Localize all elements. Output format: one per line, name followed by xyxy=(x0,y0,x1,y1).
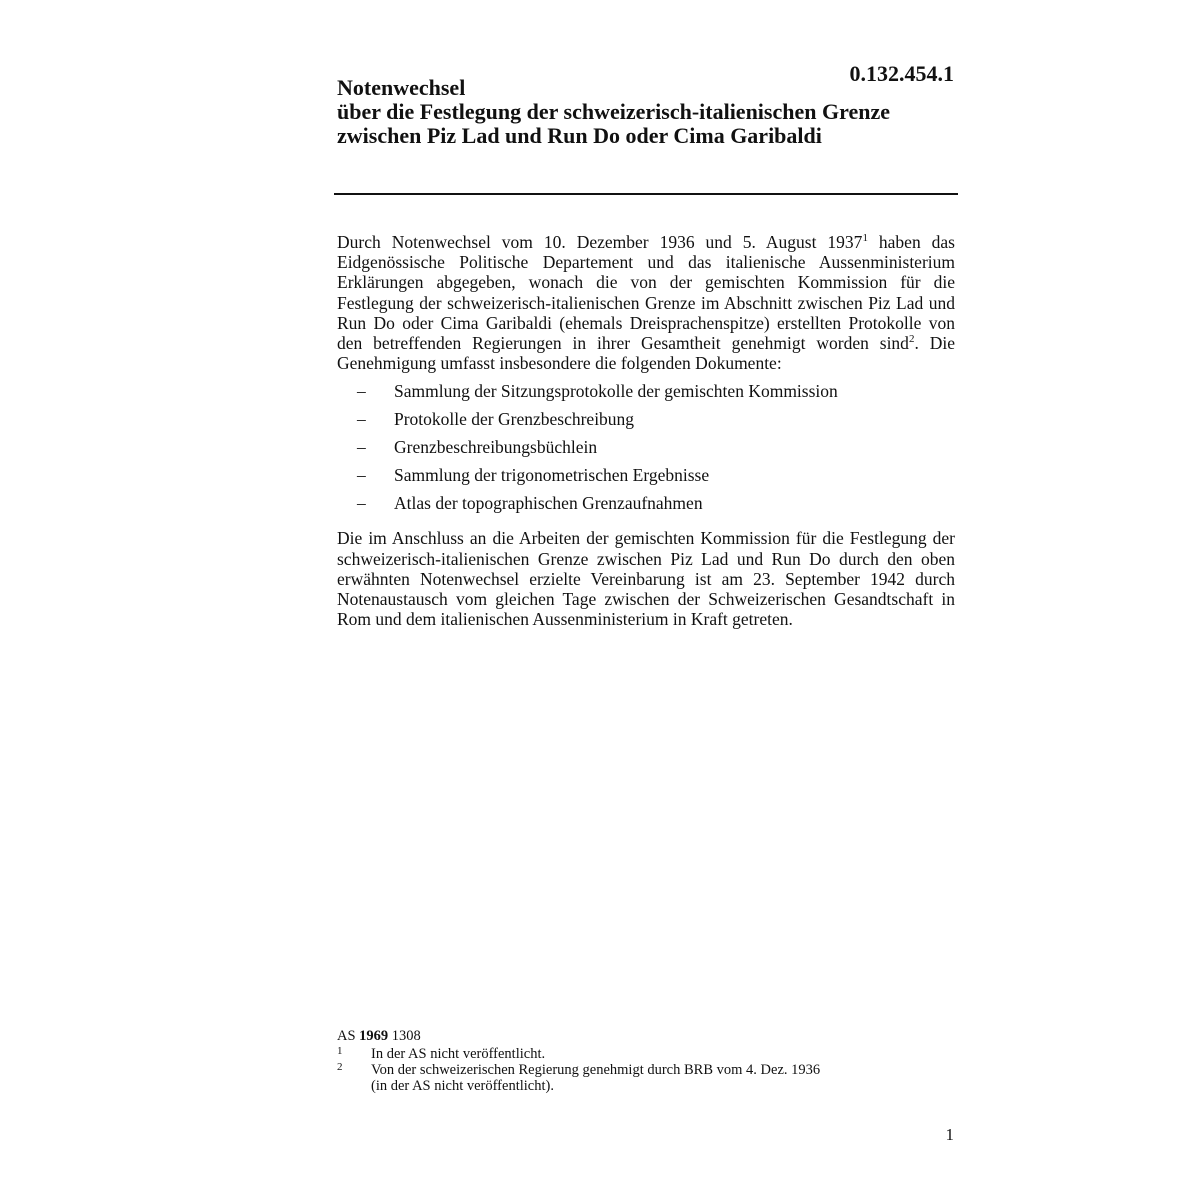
page-number: 1 xyxy=(945,1125,954,1144)
list-dash: – xyxy=(357,381,366,402)
list-item-text: Sammlung der Sitzungsprotokolle der gemischten Kommission xyxy=(394,381,838,402)
footnote-ref-1: 1 xyxy=(862,232,868,245)
footnote-ref-2: 2 xyxy=(908,333,915,346)
document-body xyxy=(337,232,955,629)
closing-paragraph: Die im Anschluss an die Arbeiten der gemischten Kommission für die Festlegung der schweizerisch-italienischen Grenze zwischen Piz Lad und Run Do durch den oben erwähnten Notenwechsel erzielte Vereinbarung ist am 23. September 1942 durch Notenaustausch vom gleichen Tage zwischen der Schweizerischen Gesandtschaft in Rom und dem italienischen Aussenministerium in Kraft getreten. xyxy=(337,528,955,630)
documents-list xyxy=(337,381,955,521)
title-line-2: über die Festlegung der schweizerisch-italienischen Grenze xyxy=(337,99,890,124)
as-prefix: AS xyxy=(337,1028,356,1044)
list-item-text: Protokolle der Grenzbeschreibung xyxy=(394,409,635,430)
list-dash: – xyxy=(357,437,366,458)
list-item xyxy=(337,493,955,521)
list-item xyxy=(337,437,955,465)
list-item xyxy=(337,465,955,493)
document-title xyxy=(337,76,977,148)
footnote-text-line-2: (in der AS nicht veröffentlicht). xyxy=(371,1078,554,1094)
as-reference xyxy=(337,1028,957,1044)
sr-number: 0.132.454.1 xyxy=(849,61,954,86)
footnote-number: 2 xyxy=(337,1061,343,1073)
footnote-text: In der AS nicht veröffentlicht. xyxy=(371,1046,546,1062)
list-item-text: Atlas der topographischen Grenzaufnahmen xyxy=(394,493,703,514)
title-line-1: Notenwechsel xyxy=(337,75,466,100)
footnote-2 xyxy=(337,1062,957,1094)
as-page: 1308 xyxy=(391,1028,421,1044)
footnote-text-line-1: Von der schweizerischen Regierung genehmigt durch BRB vom 4. Dez. 1936 xyxy=(371,1062,821,1078)
footnotes-block xyxy=(337,1028,957,1094)
as-year: 1969 xyxy=(359,1028,389,1044)
intro-text-part3: . Die Genehmigung umfasst insbesondere die folgenden Dokumente: xyxy=(337,333,955,374)
title-divider xyxy=(334,193,958,195)
list-dash: – xyxy=(357,493,366,514)
title-line-3: zwischen Piz Lad und Run Do oder Cima Garibaldi xyxy=(337,123,822,148)
intro-text-part2: haben das Eidgenössische Politische Departement und das italienische Aussenministerium Erklärungen abgegeben, wonach die von der gemischten Kommission für die Festlegung der schweizerisch-italienischen Grenze im Abschnitt zwischen Piz Lad und Run Do oder Cima Garibaldi (ehemals Dreisprachenspitze) erstellten Protokolle von den betreffenden Regierungen in ihrer Gesamtheit genehmigt worden sind xyxy=(337,232,955,354)
list-item-text: Sammlung der trigonometrischen Ergebnisse xyxy=(394,465,710,486)
list-item-text: Grenzbeschreibungsbüchlein xyxy=(394,437,598,458)
footnote-number: 1 xyxy=(337,1045,343,1057)
list-dash: – xyxy=(357,409,366,430)
intro-paragraph xyxy=(337,232,955,373)
list-item xyxy=(337,409,955,437)
list-dash: – xyxy=(357,465,366,486)
list-item xyxy=(337,381,955,409)
footnote-1 xyxy=(337,1046,957,1062)
intro-text-part1: Durch Notenwechsel vom 10. Dezember 1936 und 5. August 1937 xyxy=(337,232,863,252)
